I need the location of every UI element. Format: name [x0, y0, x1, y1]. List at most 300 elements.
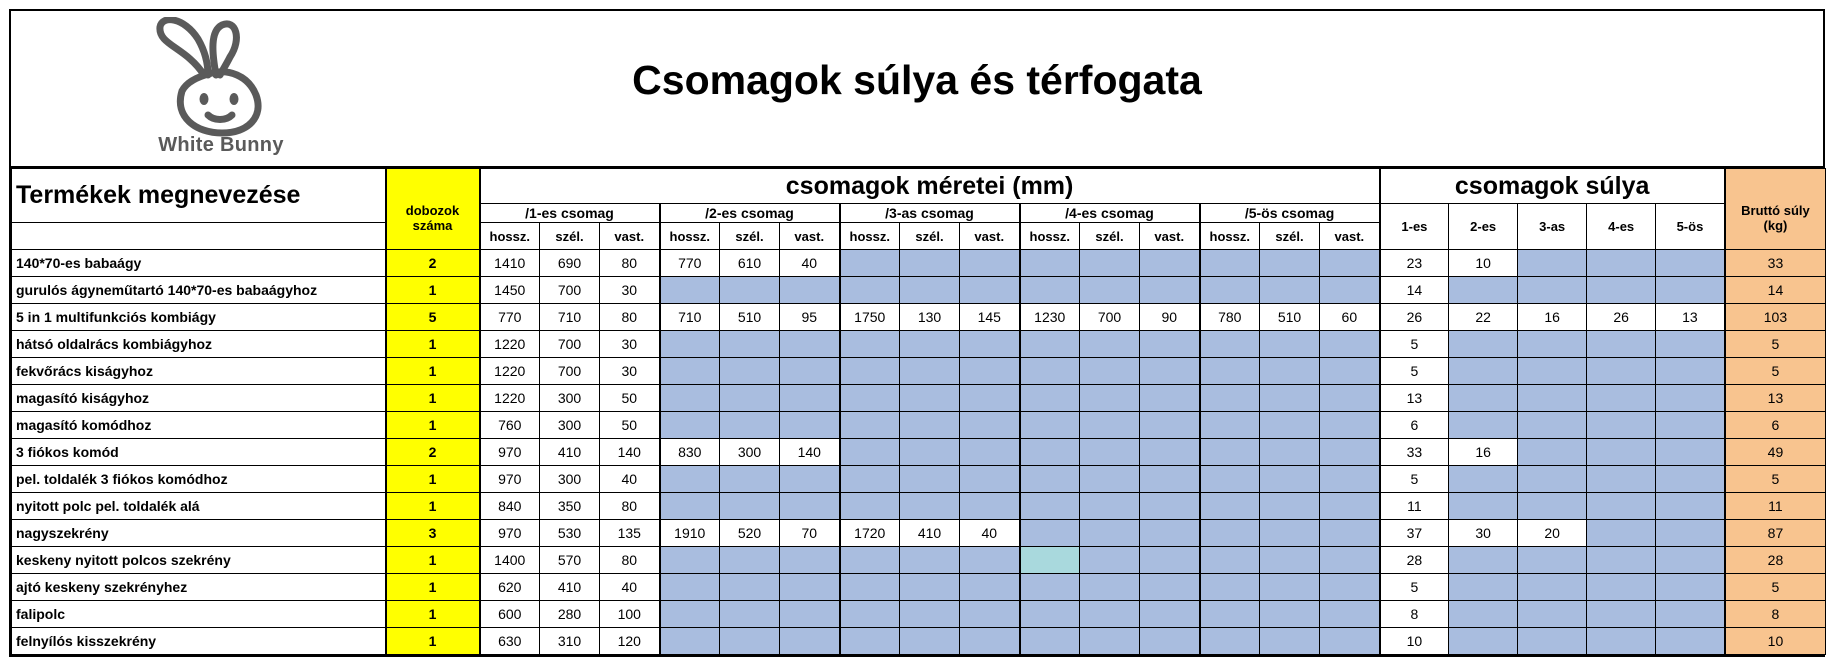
dimension-cell: 700	[1080, 304, 1140, 331]
weight-col-3-header: 3-as	[1518, 204, 1587, 250]
empty-dimension-cell	[840, 439, 900, 466]
empty-weight-cell	[1518, 277, 1587, 304]
dimension-cell: 600	[480, 601, 540, 628]
spreadsheet	[9, 9, 1825, 657]
dimension-cell: 140	[600, 439, 660, 466]
dimension-cell: 300	[540, 385, 600, 412]
empty-dimension-cell	[780, 574, 840, 601]
package-3-header: /3-as csomag	[840, 204, 1020, 223]
empty-weight-cell	[1518, 250, 1587, 277]
product-name-header-spacer	[12, 223, 386, 250]
empty-dimension-cell	[840, 493, 900, 520]
table-row	[12, 358, 1826, 385]
empty-weight-cell	[1656, 628, 1725, 655]
weight-cell: 14	[1380, 277, 1449, 304]
table-row	[12, 304, 1826, 331]
empty-dimension-cell	[1320, 547, 1380, 574]
dimension-cell: 80	[600, 493, 660, 520]
empty-dimension-cell	[960, 547, 1020, 574]
empty-dimension-cell	[1260, 277, 1320, 304]
empty-dimension-cell	[1080, 601, 1140, 628]
empty-dimension-cell	[780, 466, 840, 493]
product-name: magasító kiságyhoz	[12, 385, 386, 412]
dimension-cell: 300	[720, 439, 780, 466]
dimension-cell: 120	[600, 628, 660, 655]
dimension-cell: 1220	[480, 331, 540, 358]
dimension-cell: 40	[960, 520, 1020, 547]
box-count: 1	[386, 574, 480, 601]
weight-cell: 22	[1449, 304, 1518, 331]
empty-weight-cell	[1449, 466, 1518, 493]
dimension-cell: 1720	[840, 520, 900, 547]
dimension-col-header: hossz.	[840, 223, 900, 250]
dimension-cell: 90	[1140, 304, 1200, 331]
gross-weight-cell: 6	[1725, 412, 1826, 439]
empty-weight-cell	[1587, 412, 1656, 439]
weight-cell: 5	[1380, 466, 1449, 493]
empty-weight-cell	[1656, 331, 1725, 358]
empty-weight-cell	[1587, 250, 1656, 277]
page-title: Csomagok súlya és térfogata	[632, 57, 1202, 103]
empty-dimension-cell	[1020, 331, 1080, 358]
empty-dimension-cell	[840, 547, 900, 574]
gross-weight-cell: 103	[1725, 304, 1826, 331]
dimension-cell: 570	[540, 547, 600, 574]
dimension-col-header: szél.	[900, 223, 960, 250]
empty-dimension-cell	[900, 331, 960, 358]
dimension-cell: 1410	[480, 250, 540, 277]
box-count: 1	[386, 466, 480, 493]
gross-weight-cell: 33	[1725, 250, 1826, 277]
weight-cell: 16	[1518, 304, 1587, 331]
table-row	[12, 331, 1826, 358]
gross-weight-cell: 11	[1725, 493, 1826, 520]
dimension-cell: 145	[960, 304, 1020, 331]
dimension-cell: 40	[600, 574, 660, 601]
empty-dimension-cell	[1200, 493, 1260, 520]
gross-weight-cell: 49	[1725, 439, 1826, 466]
empty-dimension-cell	[1080, 628, 1140, 655]
table-header	[12, 169, 1826, 250]
empty-dimension-cell	[780, 547, 840, 574]
empty-dimension-cell	[1140, 277, 1200, 304]
empty-dimension-cell	[720, 277, 780, 304]
weight-cell: 10	[1449, 250, 1518, 277]
empty-weight-cell	[1449, 331, 1518, 358]
product-name: felnyílós kisszekrény	[12, 628, 386, 655]
box-count: 2	[386, 439, 480, 466]
empty-dimension-cell	[1320, 331, 1380, 358]
empty-weight-cell	[1518, 439, 1587, 466]
dimension-cell: 1220	[480, 385, 540, 412]
product-name: falipolc	[12, 601, 386, 628]
empty-dimension-cell	[1020, 412, 1080, 439]
dimension-cell: 970	[480, 439, 540, 466]
empty-dimension-cell	[1200, 520, 1260, 547]
empty-dimension-cell	[1080, 250, 1140, 277]
empty-weight-cell	[1518, 412, 1587, 439]
empty-dimension-cell	[1260, 493, 1320, 520]
empty-dimension-cell	[1020, 628, 1080, 655]
dimension-col-header: hossz.	[480, 223, 540, 250]
empty-dimension-cell	[900, 466, 960, 493]
boxes-count-header: dobozok száma	[386, 169, 480, 250]
weight-cell: 6	[1380, 412, 1449, 439]
empty-dimension-cell	[720, 628, 780, 655]
empty-dimension-cell	[960, 385, 1020, 412]
empty-dimension-cell	[1200, 439, 1260, 466]
empty-weight-cell	[1587, 493, 1656, 520]
empty-dimension-cell	[780, 385, 840, 412]
gross-weight-cell: 14	[1725, 277, 1826, 304]
empty-dimension-cell	[840, 574, 900, 601]
empty-dimension-cell	[1080, 277, 1140, 304]
empty-weight-cell	[1587, 520, 1656, 547]
dimension-col-header: szél.	[720, 223, 780, 250]
table-row	[12, 547, 1826, 574]
empty-dimension-cell	[900, 385, 960, 412]
empty-dimension-cell	[1260, 520, 1320, 547]
empty-dimension-cell	[780, 493, 840, 520]
empty-dimension-cell	[1320, 601, 1380, 628]
empty-dimension-cell	[840, 412, 900, 439]
dimension-cell: 510	[720, 304, 780, 331]
empty-dimension-cell	[1020, 547, 1080, 574]
dimension-cell: 80	[600, 304, 660, 331]
product-name: pel. toldalék 3 fiókos komódhoz	[12, 466, 386, 493]
empty-weight-cell	[1587, 358, 1656, 385]
dimension-cell: 130	[900, 304, 960, 331]
box-count: 1	[386, 493, 480, 520]
dimension-cell: 300	[540, 412, 600, 439]
empty-dimension-cell	[900, 493, 960, 520]
empty-dimension-cell	[1080, 358, 1140, 385]
empty-dimension-cell	[900, 574, 960, 601]
empty-dimension-cell	[660, 628, 720, 655]
empty-dimension-cell	[900, 601, 960, 628]
table-row	[12, 574, 1826, 601]
empty-dimension-cell	[1320, 628, 1380, 655]
empty-dimension-cell	[1080, 331, 1140, 358]
dimension-col-header: vast.	[780, 223, 840, 250]
dimension-col-header: vast.	[960, 223, 1020, 250]
empty-dimension-cell	[780, 277, 840, 304]
dimension-cell: 630	[480, 628, 540, 655]
empty-dimension-cell	[1260, 385, 1320, 412]
dimension-cell: 30	[600, 358, 660, 385]
empty-dimension-cell	[1260, 439, 1320, 466]
empty-weight-cell	[1587, 628, 1656, 655]
weight-cell: 5	[1380, 574, 1449, 601]
empty-weight-cell	[1518, 547, 1587, 574]
empty-dimension-cell	[1260, 574, 1320, 601]
empty-weight-cell	[1587, 439, 1656, 466]
empty-dimension-cell	[1140, 385, 1200, 412]
empty-weight-cell	[1656, 250, 1725, 277]
empty-dimension-cell	[900, 628, 960, 655]
empty-dimension-cell	[960, 574, 1020, 601]
dimension-cell: 1400	[480, 547, 540, 574]
box-count: 1	[386, 277, 480, 304]
box-count: 1	[386, 412, 480, 439]
weight-cell: 26	[1380, 304, 1449, 331]
empty-dimension-cell	[720, 601, 780, 628]
empty-dimension-cell	[960, 277, 1020, 304]
empty-dimension-cell	[1200, 574, 1260, 601]
empty-dimension-cell	[720, 574, 780, 601]
dimension-cell: 310	[540, 628, 600, 655]
dimension-cell: 70	[780, 520, 840, 547]
empty-dimension-cell	[660, 601, 720, 628]
dimension-cell: 60	[1320, 304, 1380, 331]
empty-dimension-cell	[840, 628, 900, 655]
product-name: nyitott polc pel. toldalék alá	[12, 493, 386, 520]
empty-dimension-cell	[1260, 547, 1320, 574]
empty-dimension-cell	[1020, 466, 1080, 493]
empty-dimension-cell	[1080, 493, 1140, 520]
weights-header: csomagok súlya	[1380, 169, 1725, 204]
sheet-header	[11, 11, 1823, 168]
empty-weight-cell	[1656, 439, 1725, 466]
dimension-cell: 770	[660, 250, 720, 277]
empty-weight-cell	[1449, 277, 1518, 304]
empty-dimension-cell	[960, 466, 1020, 493]
weight-cell: 5	[1380, 358, 1449, 385]
empty-weight-cell	[1656, 601, 1725, 628]
dimension-col-header: vast.	[1320, 223, 1380, 250]
table-row	[12, 250, 1826, 277]
weight-cell: 23	[1380, 250, 1449, 277]
empty-dimension-cell	[1020, 493, 1080, 520]
empty-dimension-cell	[900, 250, 960, 277]
product-name: gurulós ágyneműtartó 140*70-es babaágyhoz	[12, 277, 386, 304]
empty-dimension-cell	[1080, 520, 1140, 547]
empty-dimension-cell	[1020, 358, 1080, 385]
gross-weight-cell: 5	[1725, 574, 1826, 601]
box-count: 1	[386, 601, 480, 628]
empty-dimension-cell	[660, 331, 720, 358]
dimension-cell: 1450	[480, 277, 540, 304]
empty-dimension-cell	[1320, 493, 1380, 520]
empty-dimension-cell	[1200, 385, 1260, 412]
empty-dimension-cell	[840, 250, 900, 277]
product-name: 3 fiókos komód	[12, 439, 386, 466]
dimension-cell: 40	[780, 250, 840, 277]
table-row	[12, 493, 1826, 520]
empty-dimension-cell	[1020, 277, 1080, 304]
weight-col-1-header: 1-es	[1380, 204, 1449, 250]
empty-dimension-cell	[780, 628, 840, 655]
empty-dimension-cell	[1320, 358, 1380, 385]
dimension-cell: 760	[480, 412, 540, 439]
empty-dimension-cell	[840, 358, 900, 385]
empty-dimension-cell	[1260, 250, 1320, 277]
box-count: 3	[386, 520, 480, 547]
empty-weight-cell	[1518, 601, 1587, 628]
gross-weight-cell: 28	[1725, 547, 1826, 574]
empty-dimension-cell	[1200, 547, 1260, 574]
empty-dimension-cell	[1080, 547, 1140, 574]
product-name-header: Termékek megnevezése	[12, 169, 386, 223]
dimension-cell: 1910	[660, 520, 720, 547]
empty-dimension-cell	[1200, 601, 1260, 628]
dimension-cell: 690	[540, 250, 600, 277]
empty-dimension-cell	[1320, 466, 1380, 493]
empty-weight-cell	[1656, 277, 1725, 304]
gross-weight-cell: 8	[1725, 601, 1826, 628]
empty-dimension-cell	[720, 466, 780, 493]
weight-cell: 5	[1380, 331, 1449, 358]
product-name: magasító komódhoz	[12, 412, 386, 439]
empty-dimension-cell	[720, 547, 780, 574]
product-name: hátsó oldalrács kombiágyhoz	[12, 331, 386, 358]
dimension-cell: 280	[540, 601, 600, 628]
empty-weight-cell	[1449, 547, 1518, 574]
empty-weight-cell	[1449, 601, 1518, 628]
dimension-cell: 840	[480, 493, 540, 520]
empty-dimension-cell	[1020, 439, 1080, 466]
empty-dimension-cell	[660, 547, 720, 574]
dimension-cell: 50	[600, 412, 660, 439]
empty-dimension-cell	[1260, 628, 1320, 655]
product-name: fekvőrács kiságyhoz	[12, 358, 386, 385]
weight-col-5-header: 5-ös	[1656, 204, 1725, 250]
empty-dimension-cell	[720, 412, 780, 439]
dimension-cell: 710	[540, 304, 600, 331]
empty-dimension-cell	[1140, 628, 1200, 655]
empty-dimension-cell	[780, 601, 840, 628]
weight-cell: 8	[1380, 601, 1449, 628]
dimension-cell: 410	[540, 439, 600, 466]
empty-dimension-cell	[780, 412, 840, 439]
empty-dimension-cell	[1080, 412, 1140, 439]
dimension-cell: 135	[600, 520, 660, 547]
empty-dimension-cell	[660, 466, 720, 493]
dimension-cell: 700	[540, 358, 600, 385]
dimension-cell: 100	[600, 601, 660, 628]
empty-dimension-cell	[840, 277, 900, 304]
empty-dimension-cell	[1320, 412, 1380, 439]
empty-dimension-cell	[960, 439, 1020, 466]
weight-cell: 33	[1380, 439, 1449, 466]
dimension-cell: 95	[780, 304, 840, 331]
empty-dimension-cell	[840, 385, 900, 412]
empty-dimension-cell	[960, 250, 1020, 277]
empty-dimension-cell	[1320, 439, 1380, 466]
empty-dimension-cell	[840, 601, 900, 628]
empty-dimension-cell	[1260, 412, 1320, 439]
empty-dimension-cell	[840, 331, 900, 358]
table-row	[12, 466, 1826, 493]
table-row	[12, 412, 1826, 439]
empty-dimension-cell	[1320, 574, 1380, 601]
dimension-cell: 970	[480, 466, 540, 493]
weight-cell: 26	[1587, 304, 1656, 331]
empty-dimension-cell	[1320, 250, 1380, 277]
dimension-cell: 510	[1260, 304, 1320, 331]
empty-dimension-cell	[660, 412, 720, 439]
empty-dimension-cell	[780, 331, 840, 358]
empty-weight-cell	[1656, 412, 1725, 439]
empty-dimension-cell	[1320, 520, 1380, 547]
dimension-cell: 620	[480, 574, 540, 601]
empty-dimension-cell	[1200, 331, 1260, 358]
weight-cell: 16	[1449, 439, 1518, 466]
product-name: ajtó keskeny szekrényhez	[12, 574, 386, 601]
empty-dimension-cell	[720, 385, 780, 412]
empty-weight-cell	[1449, 385, 1518, 412]
empty-dimension-cell	[1020, 574, 1080, 601]
dimension-cell: 30	[600, 277, 660, 304]
package-5-header: /5-ös csomag	[1200, 204, 1380, 223]
dimension-cell: 300	[540, 466, 600, 493]
empty-dimension-cell	[1080, 466, 1140, 493]
empty-dimension-cell	[1020, 520, 1080, 547]
dimension-cell: 700	[540, 331, 600, 358]
empty-weight-cell	[1587, 331, 1656, 358]
dimension-cell: 830	[660, 439, 720, 466]
empty-weight-cell	[1587, 385, 1656, 412]
weight-col-2-header: 2-es	[1449, 204, 1518, 250]
dimension-col-header: szél.	[1080, 223, 1140, 250]
empty-weight-cell	[1518, 628, 1587, 655]
empty-weight-cell	[1587, 466, 1656, 493]
dimension-cell: 410	[540, 574, 600, 601]
empty-dimension-cell	[1140, 547, 1200, 574]
empty-weight-cell	[1656, 466, 1725, 493]
empty-weight-cell	[1656, 547, 1725, 574]
empty-dimension-cell	[960, 601, 1020, 628]
empty-dimension-cell	[900, 412, 960, 439]
empty-dimension-cell	[1140, 250, 1200, 277]
gross-weight-cell: 5	[1725, 358, 1826, 385]
empty-dimension-cell	[900, 547, 960, 574]
dimension-col-header: hossz.	[1020, 223, 1080, 250]
dimension-cell: 770	[480, 304, 540, 331]
product-name: 140*70-es babaágy	[12, 250, 386, 277]
table-row	[12, 520, 1826, 547]
product-name: nagyszekrény	[12, 520, 386, 547]
box-count: 2	[386, 250, 480, 277]
empty-dimension-cell	[660, 574, 720, 601]
gross-weight-cell: 13	[1725, 385, 1826, 412]
empty-weight-cell	[1518, 331, 1587, 358]
empty-dimension-cell	[1260, 466, 1320, 493]
logo-text: White Bunny	[158, 134, 284, 156]
weight-cell: 37	[1380, 520, 1449, 547]
empty-dimension-cell	[900, 358, 960, 385]
gross-weight-cell: 5	[1725, 331, 1826, 358]
table-row	[12, 601, 1826, 628]
empty-dimension-cell	[1200, 628, 1260, 655]
empty-dimension-cell	[660, 358, 720, 385]
box-count: 1	[386, 547, 480, 574]
dimension-cell: 30	[600, 331, 660, 358]
empty-dimension-cell	[1080, 439, 1140, 466]
empty-weight-cell	[1449, 358, 1518, 385]
empty-dimension-cell	[960, 412, 1020, 439]
dimension-cell: 1750	[840, 304, 900, 331]
dimension-cell: 1220	[480, 358, 540, 385]
gross-weight-header: Bruttó súly (kg)	[1725, 169, 1826, 250]
box-count: 1	[386, 628, 480, 655]
weight-cell: 13	[1656, 304, 1725, 331]
box-count: 5	[386, 304, 480, 331]
empty-dimension-cell	[900, 277, 960, 304]
weight-cell: 30	[1449, 520, 1518, 547]
empty-weight-cell	[1587, 277, 1656, 304]
empty-weight-cell	[1656, 358, 1725, 385]
